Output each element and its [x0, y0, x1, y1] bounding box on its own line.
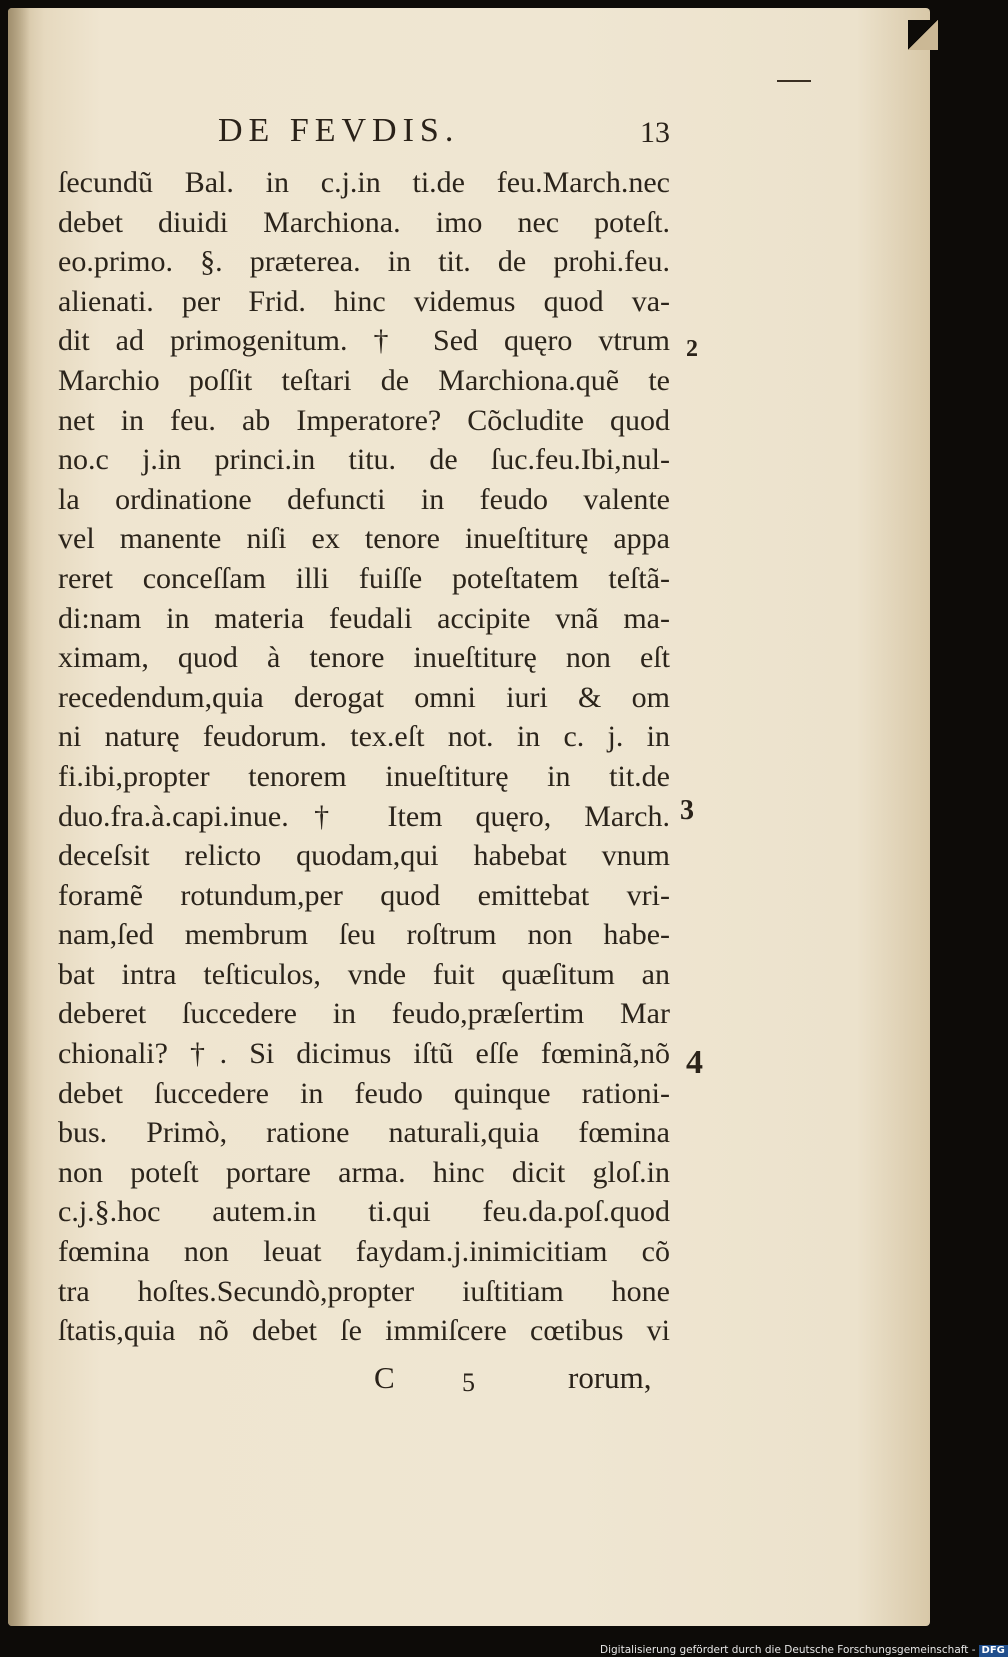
text-line: fœmina non leuat faydam.j.inimicitiam cõ	[58, 1235, 670, 1269]
text-line: alienati. per Frid. hinc videmus quod va-	[58, 284, 670, 318]
text-line: chionali? †. Si dicimus iſtũ eſſe fœminã,nõ	[58, 1037, 670, 1071]
text-line: la ordinatione defuncti in feudo valente	[58, 482, 670, 516]
text-line: recedendum,quia derogat omni iuri & om	[58, 680, 670, 714]
text-line: foramẽ rotundum,per quod emittebat vri-	[58, 878, 670, 912]
text-line: ſtatis,quia nõ debet ſe immiſcere cœtibus vi	[58, 1314, 670, 1348]
text-line: c.j.§.hoc autem.in ti.qui feu.da.poſ.quod	[58, 1195, 670, 1229]
text-line: ximam, quod à tenore inueſtiturę non eſt	[58, 641, 670, 675]
marginal-number: 2	[686, 336, 698, 362]
text-line: deberet ſuccedere in feudo,præſertim Mar	[58, 997, 670, 1031]
text-line: dit ad primogenitum. † Sed quęro vtrum	[58, 324, 670, 358]
text-line: bus. Primò, ratione naturali,quia fœmina	[58, 1116, 670, 1150]
marginal-number: 4	[686, 1044, 703, 1081]
text-line: debet ſuccedere in feudo quinque rationi-	[58, 1076, 670, 1110]
top-rule	[777, 80, 811, 82]
marginal-number: 3	[680, 795, 694, 826]
text-line: reret conceſſam illi fuiſſe poteſtatem teſtã-	[58, 561, 670, 595]
text-line: debet diuidi Marchiona. imo nec poteſt.	[58, 205, 670, 239]
signature-mark: C	[374, 1360, 395, 1395]
text-line: ni naturę feudorum. tex.eſt not. in c. j. in	[58, 720, 670, 754]
text-line: Marchio poſſit teſtari de Marchiona.quẽ te	[58, 363, 670, 397]
catchword: rorum,	[568, 1360, 652, 1395]
text-line: di:nam in materia feudali accipite vnã ma-	[58, 601, 670, 635]
text-line: fi.ibi,propter tenorem inueſtiturę in tit.de	[58, 759, 670, 793]
signature-number: 5	[462, 1368, 475, 1397]
running-title: DE FEVDIS.	[218, 112, 460, 149]
page-header	[0, 112, 1000, 162]
page-number: 13	[640, 116, 670, 149]
digitization-notice-text: Digitalisierung gefördert durch die Deutsche Forschungsgemeinschaft -	[600, 1644, 976, 1656]
text-line: deceſsit relicto quodam,qui habebat vnum	[58, 839, 670, 873]
text-line: non poteſt portare arma. hinc dicit gloſ.in	[58, 1155, 670, 1189]
text-line: net in feu. ab Imperatore? Cõcludite quod	[58, 403, 670, 437]
dfg-logo: DFG	[979, 1645, 1008, 1657]
text-line: tra hoſtes.Secundò,propter iuſtitiam hone	[58, 1274, 670, 1308]
page-footer	[0, 1360, 1000, 1410]
text-line: no.c j.in princi.in titu. de ſuc.feu.Ibi,nul-	[58, 443, 670, 477]
page-corner-fold	[908, 20, 938, 50]
text-line: bat intra teſticulos, vnde fuit quæſitum an	[58, 957, 670, 991]
text-line: nam,ſed membrum ſeu roſtrum non habe-	[58, 918, 670, 952]
text-line: vel manente niſi ex tenore inueſtiturę appa	[58, 522, 670, 556]
digitization-notice	[600, 1643, 1005, 1657]
text-line: duo.fra.à.capi.inue.† Item quęro, March.	[58, 799, 670, 833]
body-text	[58, 163, 678, 1351]
text-line: eo.primo. §. præterea. in tit. de prohi.feu.	[58, 245, 670, 279]
text-line: ſecundũ Bal. in c.j.in ti.de feu.March.nec	[58, 166, 670, 199]
